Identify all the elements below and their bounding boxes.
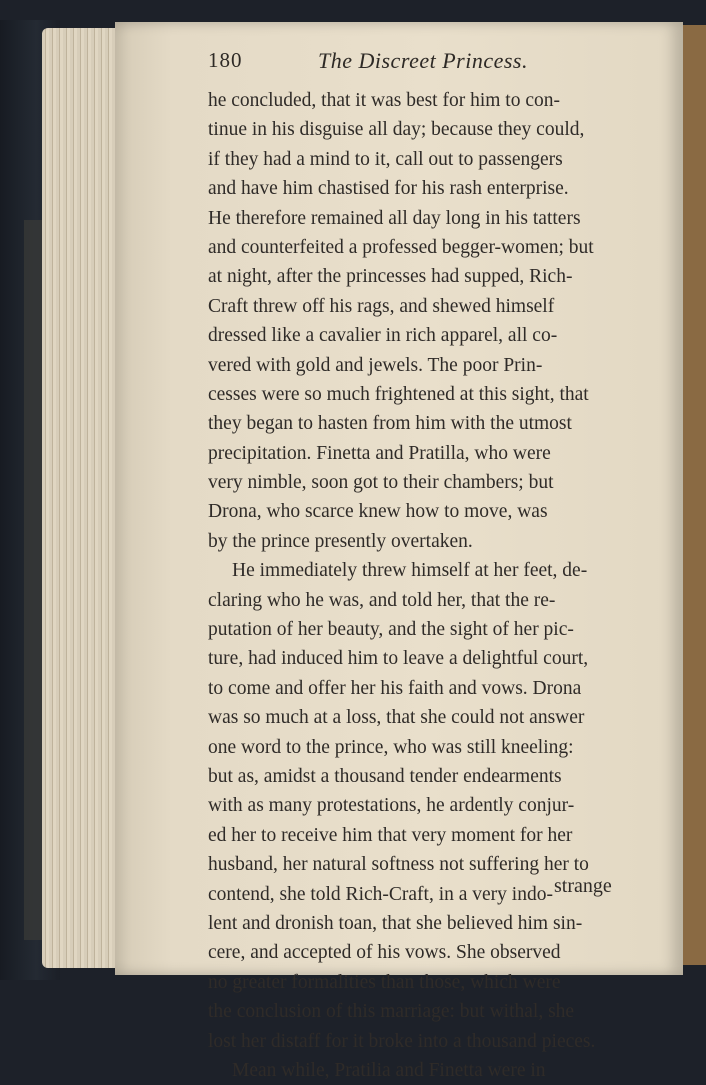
text-line: lent and dronish toan, that she believed him sin-	[208, 912, 583, 934]
running-head: The Discreet Princess.	[318, 48, 528, 73]
text-line: vered with gold and jewels. The poor Prin-	[208, 354, 543, 376]
text-line: cere, and accepted of his vows. She observed	[208, 942, 561, 964]
text-line: with as many protestations, he ardently conjur-	[208, 795, 575, 817]
text-line: ed her to receive him that very moment for her	[208, 824, 573, 846]
text-line: He immediately threw himself at her feet, de-	[232, 560, 588, 582]
text-line: cesses were so much frightened at this sight, that	[208, 383, 589, 405]
text-line: tinue in his disguise all day; because they could,	[208, 119, 585, 141]
page-header	[208, 44, 628, 78]
text-line: by the prince presently overtaken.	[208, 530, 473, 552]
text-line: and counterfeited a professed begger-women; but	[208, 236, 594, 258]
body-text	[208, 86, 638, 1085]
text-line: Mean while, Pratilia and Finetta were in	[232, 1059, 546, 1081]
text-line: Drona, who scarce knew how to move, was	[208, 501, 548, 523]
text-line: very nimble, soon got to their chambers; but	[208, 472, 554, 494]
catchword: strange	[554, 875, 612, 897]
text-line: Craft threw off his rags, and shewed himself	[208, 295, 555, 317]
text-line: the conclusion of this marriage: but withal, she	[208, 1001, 575, 1023]
text-line: if they had a mind to it, call out to passengers	[208, 148, 563, 170]
text-line: husband, her natural softness not suffering her to	[208, 854, 589, 876]
text-line: one word to the prince, who was still kneeling:	[208, 736, 574, 758]
text-line: he concluded, that it was best for him to con-	[208, 90, 560, 111]
text-line: to come and offer her his faith and vows. Drona	[208, 677, 582, 699]
text-line: He therefore remained all day long in his tatters	[208, 207, 581, 229]
text-line: was so much at a loss, that she could not answer	[208, 707, 585, 729]
text-line: dressed like a cavalier in rich apparel, all co-	[208, 325, 558, 347]
text-line: and have him chastised for his rash enterprise.	[208, 178, 569, 200]
text-line: they began to hasten from him with the utmost	[208, 413, 572, 435]
text-line: claring who he was, and told her, that the re-	[208, 589, 556, 611]
text-line: ture, had induced him to leave a delightful court,	[208, 648, 589, 670]
text-line: no greater formalities than those, which were	[208, 971, 561, 993]
text-line: precipitation. Finetta and Pratilla, who were	[208, 442, 551, 464]
book-cover-right	[682, 25, 706, 965]
text-line: at night, after the princesses had supped, Rich-	[208, 266, 573, 288]
text-line: lost her distaff for it broke into a thousand pieces.	[208, 1030, 596, 1052]
text-line: contend, she told Rich-Craft, in a very indo-	[208, 883, 553, 905]
text-line: but as, amidst a thousand tender endearments	[208, 765, 562, 787]
text-line: putation of her beauty, and the sight of her pic-	[208, 619, 574, 641]
page-number: 180	[208, 48, 243, 72]
